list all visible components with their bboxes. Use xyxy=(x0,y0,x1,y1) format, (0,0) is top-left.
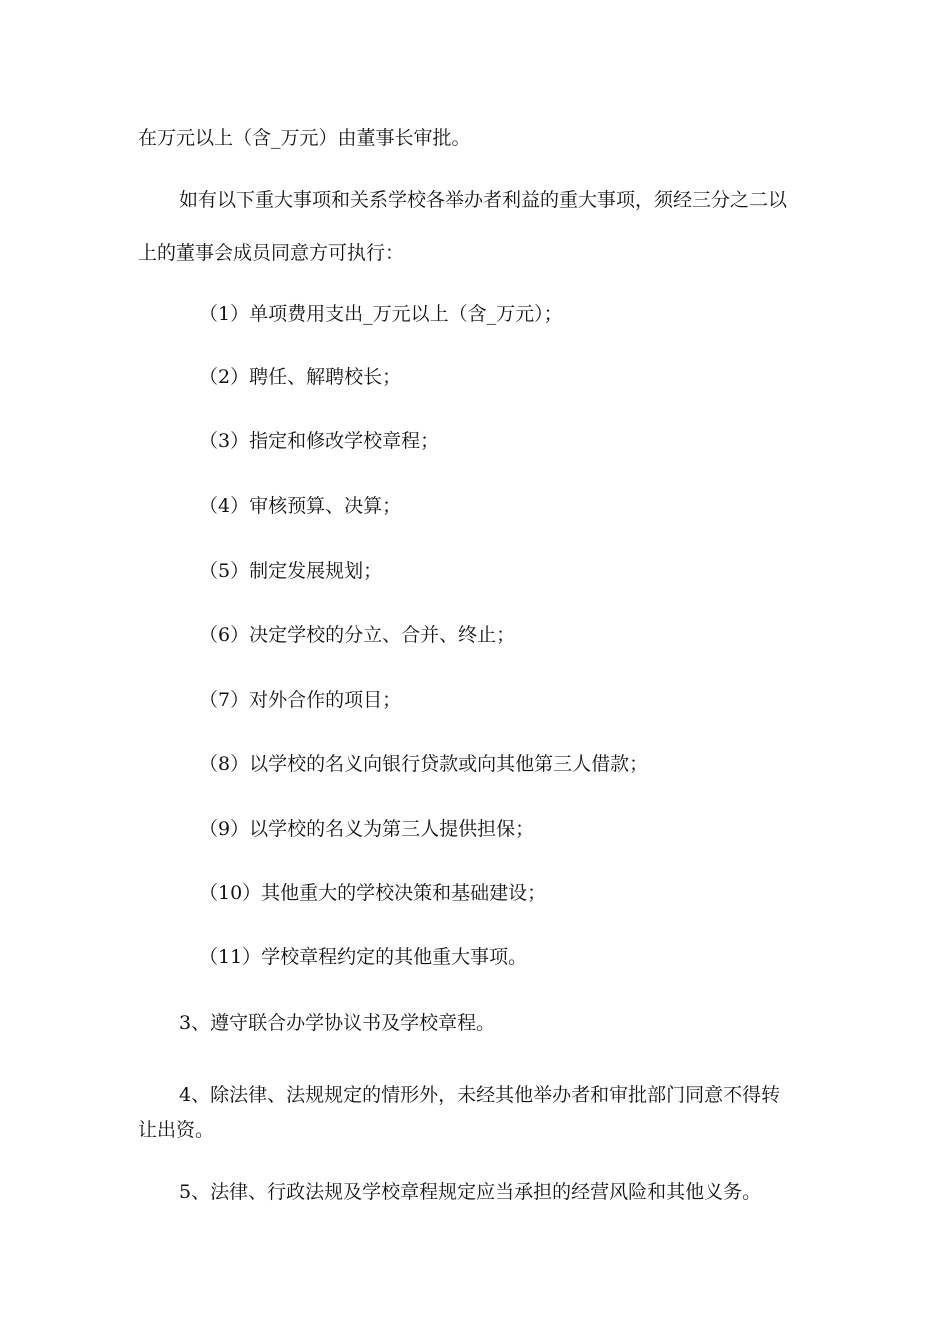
paragraph-major-matters-line2: 上的董事会成员同意方可执行： xyxy=(138,242,405,264)
paragraph-4-line2: 让出资。 xyxy=(138,1119,215,1141)
paragraph-4-line1: 4、除法律、法规规定的情形外，未经其他举办者和审批部门同意不得转 xyxy=(179,1084,781,1106)
list-item: （7）对外合作的项目； xyxy=(199,689,402,711)
paragraph-continuation: 在万元以上（含_万元）由董事长审批。 xyxy=(138,127,471,149)
list-item: （4）审核预算、决算； xyxy=(199,495,402,517)
list-item: （1）单项费用支出_万元以上（含_万元）； xyxy=(199,303,563,325)
list-item: （2）聘任、解聘校长； xyxy=(199,366,402,388)
paragraph-major-matters-line1: 如有以下重大事项和关系学校各举办者利益的重大事项，须经三分之二以 xyxy=(179,189,788,211)
list-item: （8）以学校的名义向银行贷款或向其他第三人借款； xyxy=(199,753,649,775)
list-item: （6）决定学校的分立、合并、终止； xyxy=(199,624,516,646)
list-item: （5）制定发展规划； xyxy=(199,560,383,582)
list-item: （9）以学校的名义为第三人提供担保； xyxy=(199,818,535,840)
paragraph-3: 3、遵守联合办学协议书及学校章程。 xyxy=(179,1012,496,1034)
paragraph-5: 5、法律、行政法规及学校章程规定应当承担的经营风险和其他义务。 xyxy=(179,1181,762,1203)
list-item: （3）指定和修改学校章程； xyxy=(199,430,440,452)
list-item: （10）其他重大的学校决策和基础建设； xyxy=(199,882,547,904)
list-item: （11）学校章程约定的其他重大事项。 xyxy=(199,946,528,968)
